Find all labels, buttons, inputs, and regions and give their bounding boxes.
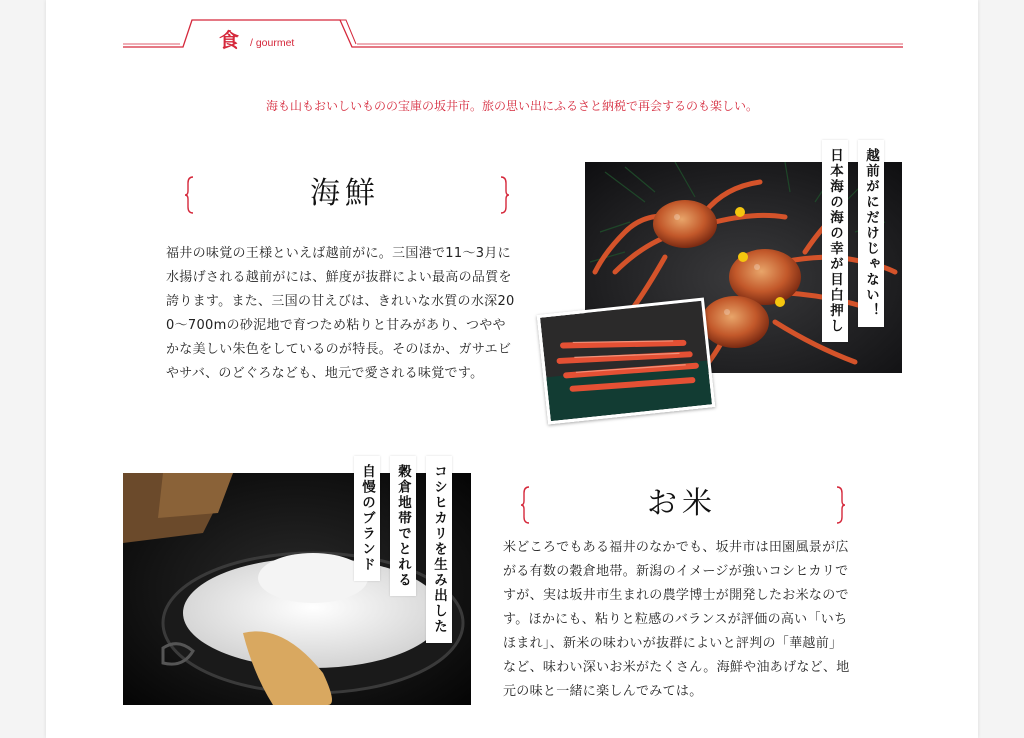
rice-caption-3: 自慢のブランド: [354, 456, 380, 581]
rice-caption-1: コシヒカリを生み出した: [426, 456, 452, 643]
shrimp-photo: [537, 298, 716, 425]
section-title-kanji: 食: [219, 28, 239, 52]
seafood-description: 福井の味覚の王様といえば越前がに。三国港で11〜3月に水揚げされる越前がには、鮮度が抜群によい最高の品質を誇ります。また、三国の甘えびは、きれいな水質の水深200〜700mの砂泥地で育つため粘りと甘みがあり、つややかな美しい朱色をしているのが特長。そのほか、ガサエビやサバ、のどぐろなども、地元で愛される味覚です。: [166, 246, 515, 381]
seafood-caption-2: 日本海の海の幸が目白押し: [822, 140, 848, 342]
right-brace-icon: [834, 486, 846, 524]
left-brace-icon: [184, 176, 196, 214]
section-header-line: [0, 0, 1024, 60]
rice-caption-2: 穀倉地帯でとれる: [390, 456, 416, 596]
section-title-english: / gourmet: [250, 37, 295, 49]
section-intro: 海も山もおいしいものの宝庫の坂井市。旅の思い出にふるさと納税で再会するのも楽しい。: [265, 99, 758, 113]
left-brace-icon: [520, 486, 532, 524]
rice-description: 米どころでもある福井のなかでも、坂井市は田園風景が広がる有数の穀倉地帯。新潟のイメージが強いコシヒカリですが、実は坂井市生まれの農学博士が開発したお米なのです。ほかにも、粘りと粒感のバランスが評価の高い「いちほまれ」、新米の味わいが抜群によいと評判の「華越前」など、味わい深いお米がたくさん。海鮮や油あげなど、地元の味と一緒に楽しんでみては。: [503, 540, 850, 699]
rice-photo: [123, 473, 471, 705]
seafood-caption-1: 越前がにだけじゃない！: [858, 140, 884, 327]
rice-title: お米: [647, 486, 717, 521]
seafood-title: 海鮮: [310, 176, 380, 211]
right-brace-icon: [498, 176, 510, 214]
